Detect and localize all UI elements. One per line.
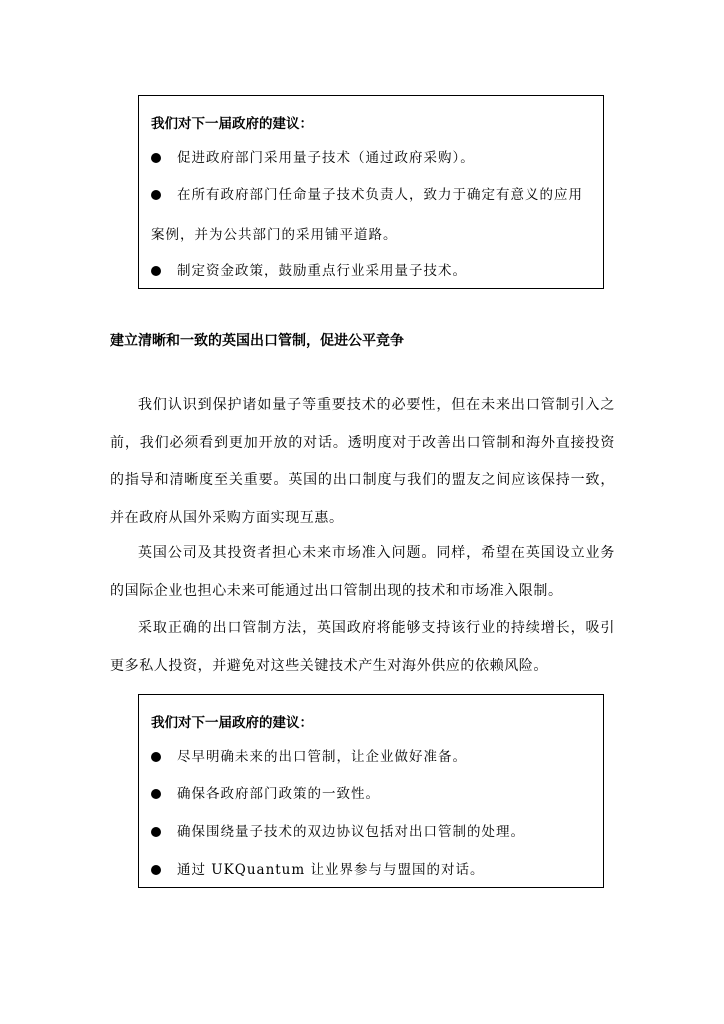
list-item-text: 制定资金政策，鼓励重点行业采用量子技术。	[177, 263, 467, 279]
recommendations-title: 我们对下一届政府的建议：	[151, 715, 313, 731]
list-item	[151, 138, 595, 178]
bullet-icon	[151, 865, 161, 875]
paragraph: 英国公司及其投资者担心未来市场准入问题。同样，希望在英国设立业务的国际企业也担心未来可能通过出口管制出现的技术和市场准入限制。	[110, 545, 615, 599]
bullet-icon	[151, 266, 161, 276]
list-item	[151, 774, 595, 814]
recommendations-box-1	[138, 95, 604, 289]
list-item	[151, 251, 595, 291]
list-item-continuation: 案例，并为公共部门的采用铺平道路。	[151, 227, 398, 243]
paragraph: 采取正确的出口管制方法，英国政府将能够支持该行业的持续增长，吸引更多私人投资，并避免对这些关键技术产生对海外供应的依赖风险。	[110, 620, 615, 674]
list-item	[151, 737, 595, 777]
list-item-text: 尽早明确未来的出口管制，让企业做好准备。	[177, 749, 467, 765]
bullet-icon	[151, 827, 161, 837]
list-item	[151, 175, 595, 255]
bullet-icon	[151, 789, 161, 799]
list-item-text: 通过 UKQuantum 让业界参与与盟国的对话。	[177, 862, 485, 878]
list-item-text: 促进政府部门采用量子技术（通过政府采购）。	[177, 150, 475, 166]
bullet-icon	[151, 153, 161, 163]
list-item	[151, 812, 595, 852]
list-item-text: 确保围绕量子技术的双边协议包括对出口管制的处理。	[177, 824, 525, 840]
list-item-text: 确保各政府部门政策的一致性。	[177, 786, 380, 802]
recommendations-box-2	[138, 694, 604, 888]
list-item	[151, 850, 595, 890]
section-heading: 建立清晰和一致的英国出口管制，促进公平竞争	[110, 333, 404, 349]
bullet-icon	[151, 752, 161, 762]
bullet-icon	[151, 190, 161, 200]
paragraph: 我们认识到保护诸如量子等重要技术的必要性，但在未来出口管制引入之前，我们必须看到更加开放的对话。透明度对于改善出口管制和海外直接投资的指导和清晰度至关重要。英国的出口制度与我们的盟友之间应该保持一致，并在政府从国外采购方面实现互惠。	[110, 397, 615, 526]
list-item-text: 在所有政府部门任命量子技术负责人，致力于确定有意义的应用	[177, 187, 583, 203]
recommendations-title: 我们对下一届政府的建议：	[151, 116, 313, 132]
